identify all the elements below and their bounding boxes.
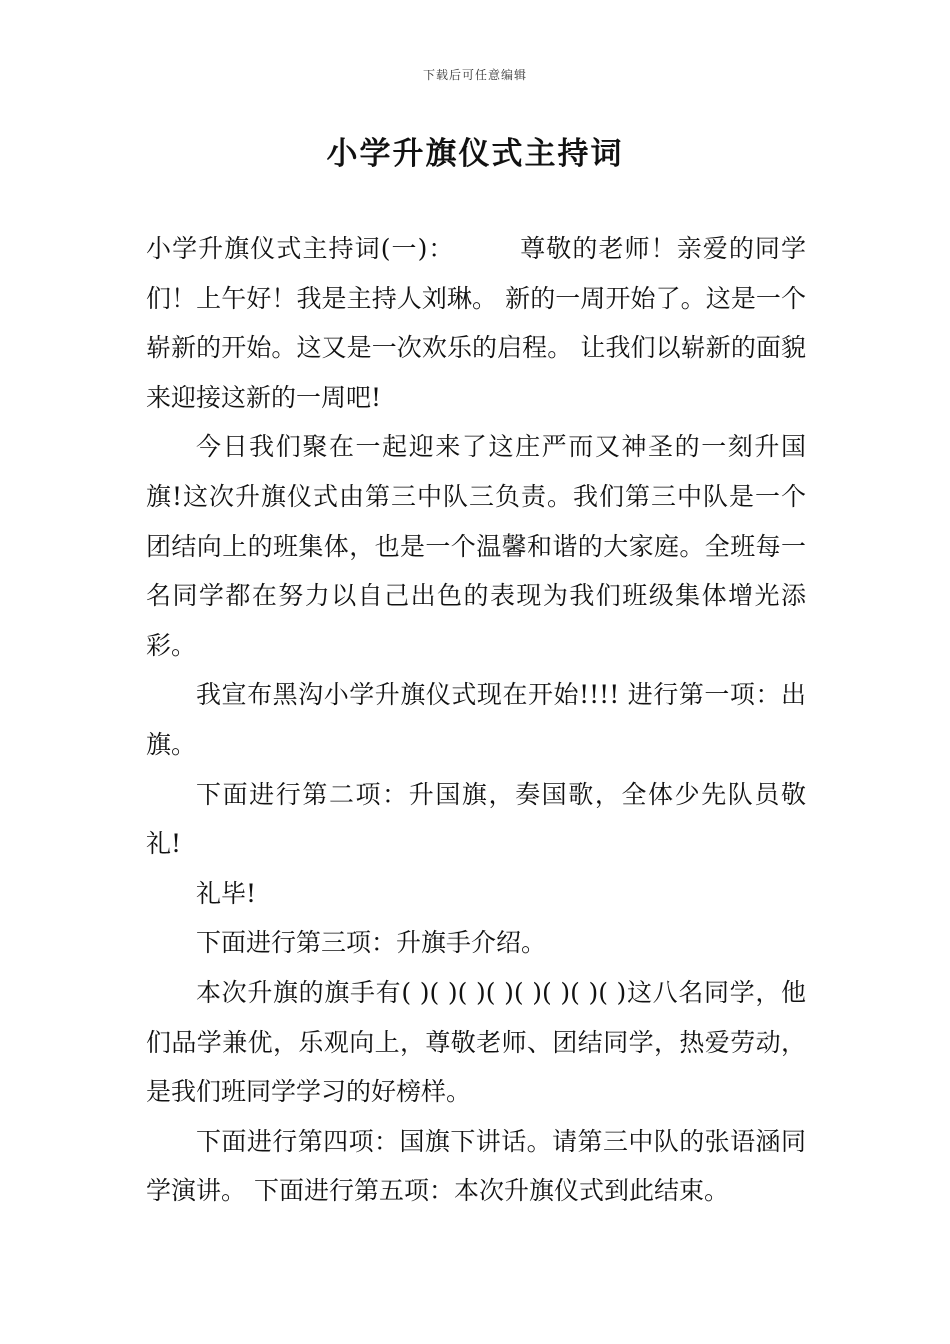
document-title: 小学升旗仪式主持词 (326, 136, 624, 172)
document-body (146, 224, 806, 1216)
paragraph-3: 我宣布黑沟小学升旗仪式现在开始!!!! 进行第一项：出旗。 (146, 680, 806, 759)
paragraph-4: 下面进行第二项：升国旗，奏国歌，全体少先队员敬礼! (146, 779, 806, 859)
paragraph-2: 今日我们聚在一起迎来了这庄严而又神圣的一刻升国旗!这次升旗仪式由第三中队三负责。我们第三中队是一个团结向上的班集体，也是一个温馨和谐的大家庭。全班每一名同学都在努力以自己出色的表现为我们班级集体增光添彩。 (146, 432, 806, 660)
paragraph-8: 下面进行第四项：国旗下讲话。请第三中队的张语涵同学演讲。 下面进行第五项：本次升旗仪式到此结束。 (146, 1126, 806, 1206)
paragraph-5: 礼毕! (196, 878, 257, 908)
paragraph-6: 下面进行第三项：升旗手介绍。 (196, 928, 547, 958)
header-note: 下载后可任意编辑 (422, 68, 527, 82)
paragraph-1: 小学升旗仪式主持词(一)： 尊敬的老师！亲爱的同学们！上午好！我是主持人刘琳。 新的一周开始了。这是一个崭新的开始。这又是一次欢乐的启程。 让我们以崭新的面貌来迎接这新的一周吧! (146, 234, 806, 412)
paragraph-7: 本次升旗的旗手有( )( )( )( )( )( )( )( )这八名同学，他们品学兼优，乐观向上，尊敬老师、团结同学，热爱劳动，是我们班同学学习的好榜样。 (146, 977, 806, 1107)
